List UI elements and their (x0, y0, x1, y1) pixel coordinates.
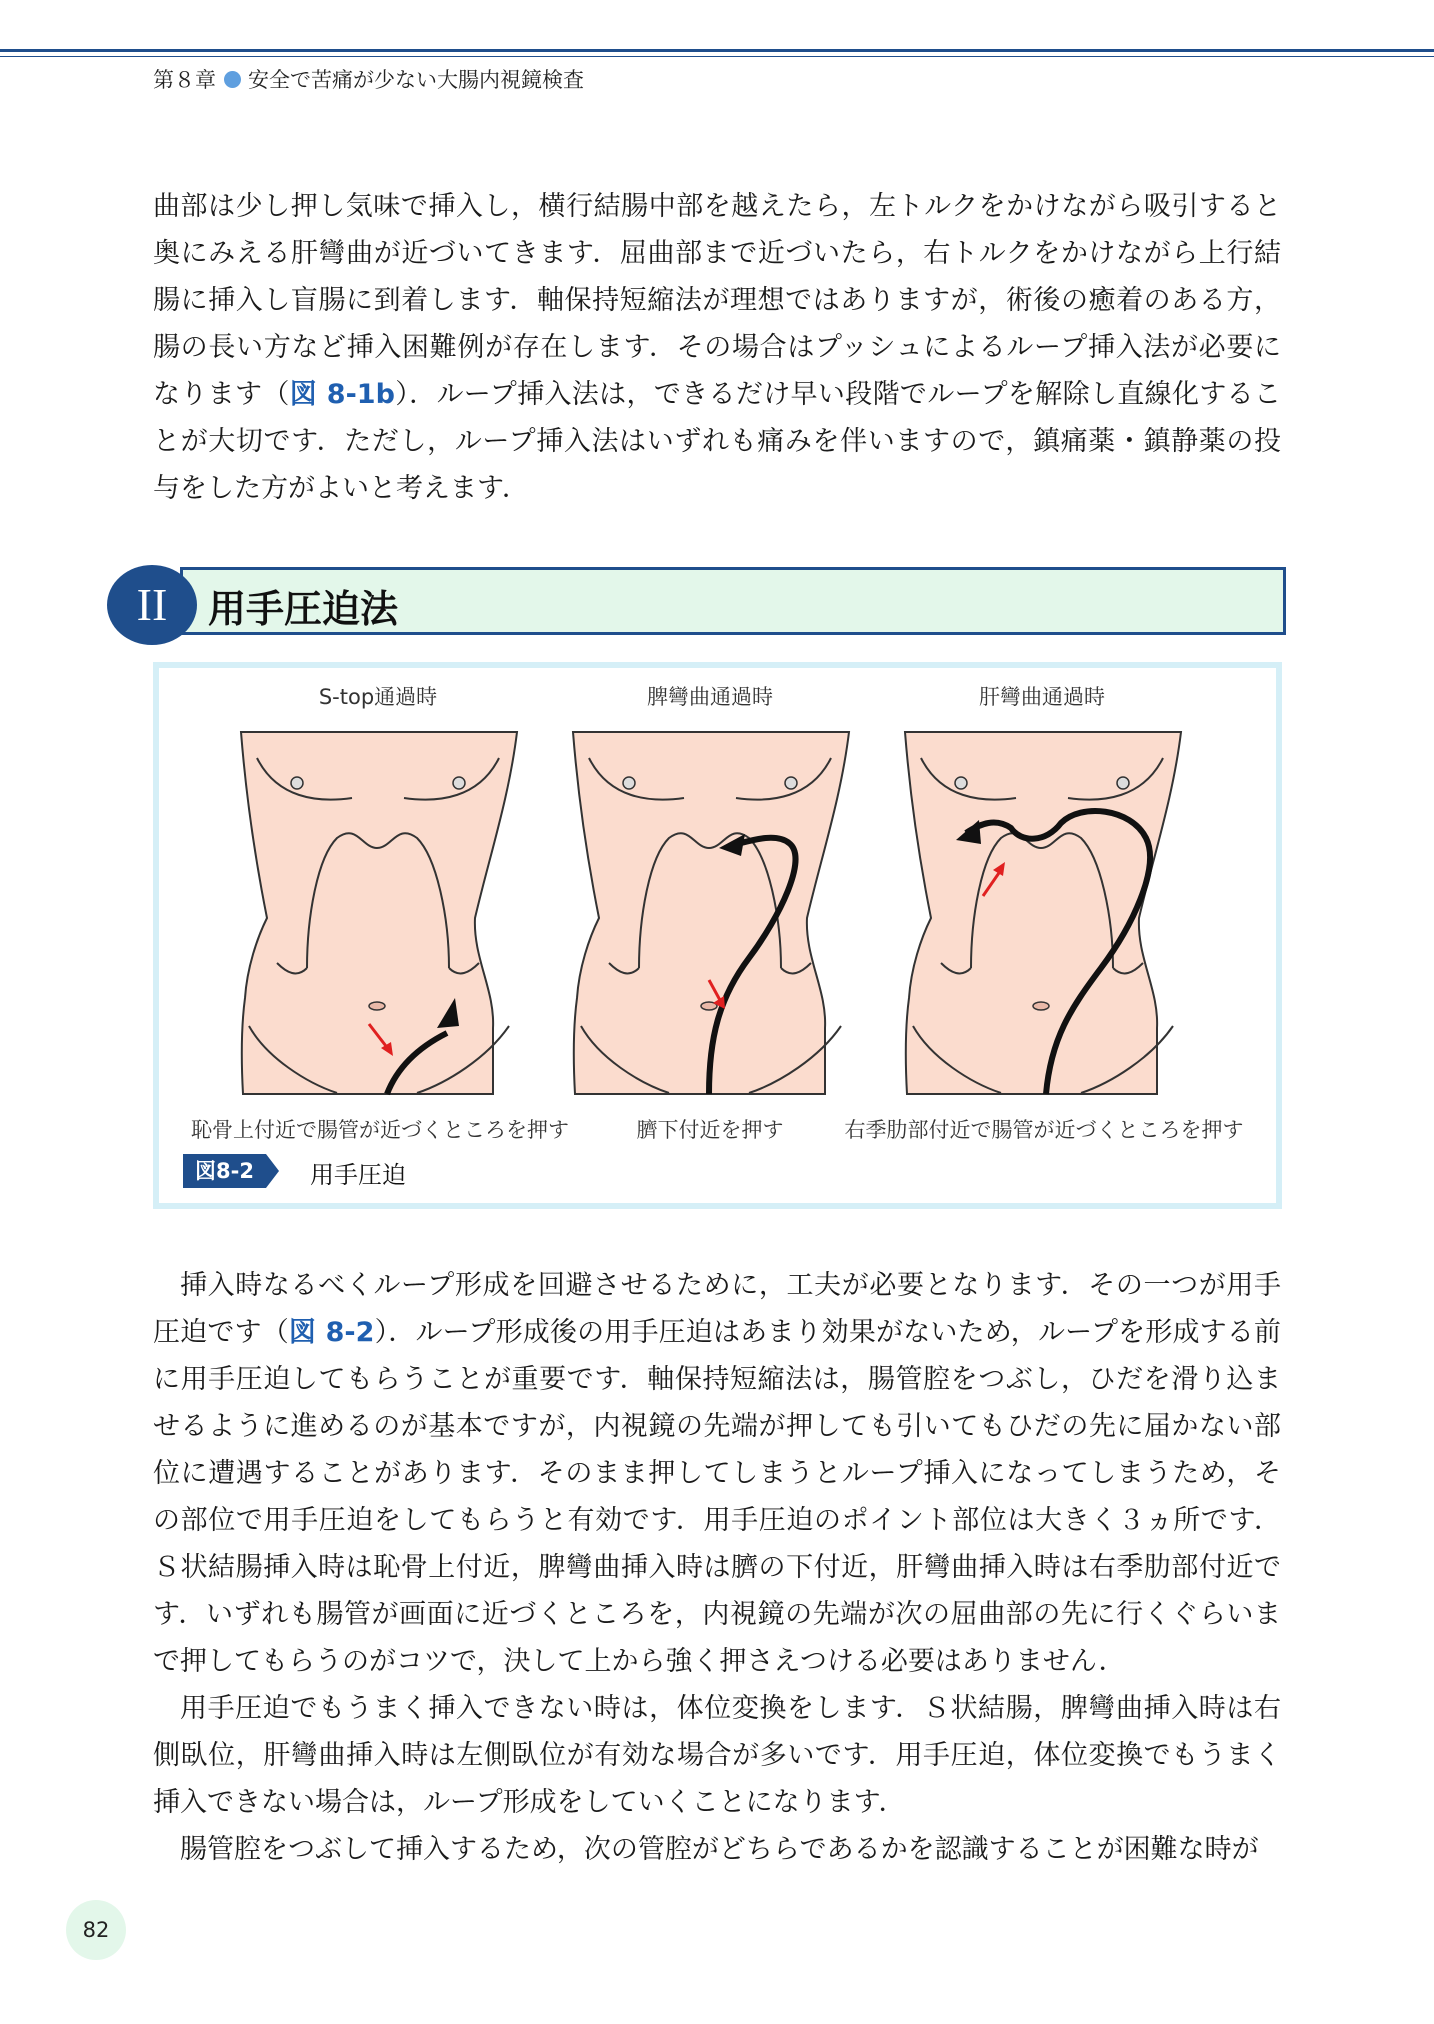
header-rule-thin (0, 56, 1434, 57)
section-number-badge: II (107, 565, 197, 645)
page-number: 82 (66, 1900, 126, 1960)
panel-caption-s-top: 恥骨上付近で腸管が近づくところを押す (191, 1118, 569, 1142)
panel-caption-hepatic: 右季肋部付近で腸管が近づくところを押す (844, 1118, 1244, 1142)
chapter-title: 安全で苦痛が少ない大腸内視鏡検査 (248, 68, 584, 92)
running-head (153, 64, 584, 94)
panel-label-s-top: S-top通過時 (318, 685, 438, 709)
figure-reference-link[interactable]: 図 8-2 (288, 1317, 375, 1348)
body-paragraph-2: 用手圧迫でもうまく挿入できない時は，体位変換をします．Ｓ状結腸，脾彎曲挿入時は右側臥位，肝彎曲挿入時は左側臥位が有効な場合が多いです．用手圧迫，体位変換でもうまく挿入できない場合は，ループ形成をしていくことになります． (153, 1693, 1281, 1818)
torso-illustration-hepatic (901, 728, 1184, 1096)
section-title: 用手圧迫法 (208, 587, 399, 631)
figure-number: 図8-2 (195, 1159, 254, 1183)
figure-title: 用手圧迫 (310, 1161, 406, 1189)
intro-text-b: ）．ループ挿入法は，できるだけ早い段階でループを解除し直線化することが大切です．ただし，ループ挿入法はいずれも痛みを伴いますので，鎮痛薬・鎮静薬の投与をした方がよいと考えます． (153, 379, 1281, 504)
figure-number-tag (183, 1154, 266, 1188)
header-rule (0, 49, 1434, 52)
body-paragraph-1 (153, 1262, 1281, 1685)
tag-chevron-icon (266, 1154, 279, 1188)
intro-paragraph (153, 183, 1281, 512)
figure-reference-link[interactable]: 図 8-1b (289, 379, 395, 410)
panel-label-splenic: 脾彎曲通過時 (647, 685, 773, 709)
panel-caption-splenic: 臍下付近を押す (636, 1118, 784, 1142)
body-text-a: 挿入時なるべくループ形成を回避させるために，工夫が必要となります．その一つが用手圧迫です（ (153, 1270, 1281, 1348)
panel-label-hepatic: 肝彎曲通過時 (979, 685, 1105, 709)
torso-illustration-splenic (569, 728, 852, 1096)
bullet-dot-icon (224, 71, 241, 88)
torso-illustration-s-top (237, 728, 520, 1096)
intro-text-a: 曲部は少し押し気味で挿入し，横行結腸中部を越えたら，左トルクをかけながら吸引すると奥にみえる肝彎曲が近づいてきます．屈曲部まで近づいたら，右トルクをかけながら上行結腸に挿入し盲腸に到着します．軸保持短縮法が理想ではありますが，術後の癒着のある方，腸の長い方など挿入困難例が存在します．その場合はプッシュによるループ挿入法が必要になります（ (153, 191, 1281, 410)
body-paragraph-3: 腸管腔をつぶして挿入するため，次の管腔がどちらであるかを認識することが困難な時が (180, 1834, 1259, 1865)
chapter-number: 第８章 (153, 68, 216, 92)
body-text-b: ）．ループ形成後の用手圧迫はあまり効果がないため，ループを形成する前に用手圧迫してもらうことが重要です．軸保持短縮法は，腸管腔をつぶし，ひだを滑り込ませるように進めるのが基本ですが，内視鏡の先端が押しても引いてもひだの先に届かない部位に遭遇することがあります．そのまま押してしまうとループ挿入になってしまうため，その部位で用手圧迫をしてもらうと有効です．用手圧迫のポイント部位は大きく３ヵ所です．Ｓ状結腸挿入時は恥骨上付近，脾彎曲挿入時は臍の下付近，肝彎曲挿入時は右季肋部付近です．いずれも腸管が画面に近づくところを，内視鏡の先端が次の屈曲部の先に行くぐらいまで押してもらうのがコツで，決して上から強く押さえつける必要はありません． (153, 1317, 1282, 1677)
